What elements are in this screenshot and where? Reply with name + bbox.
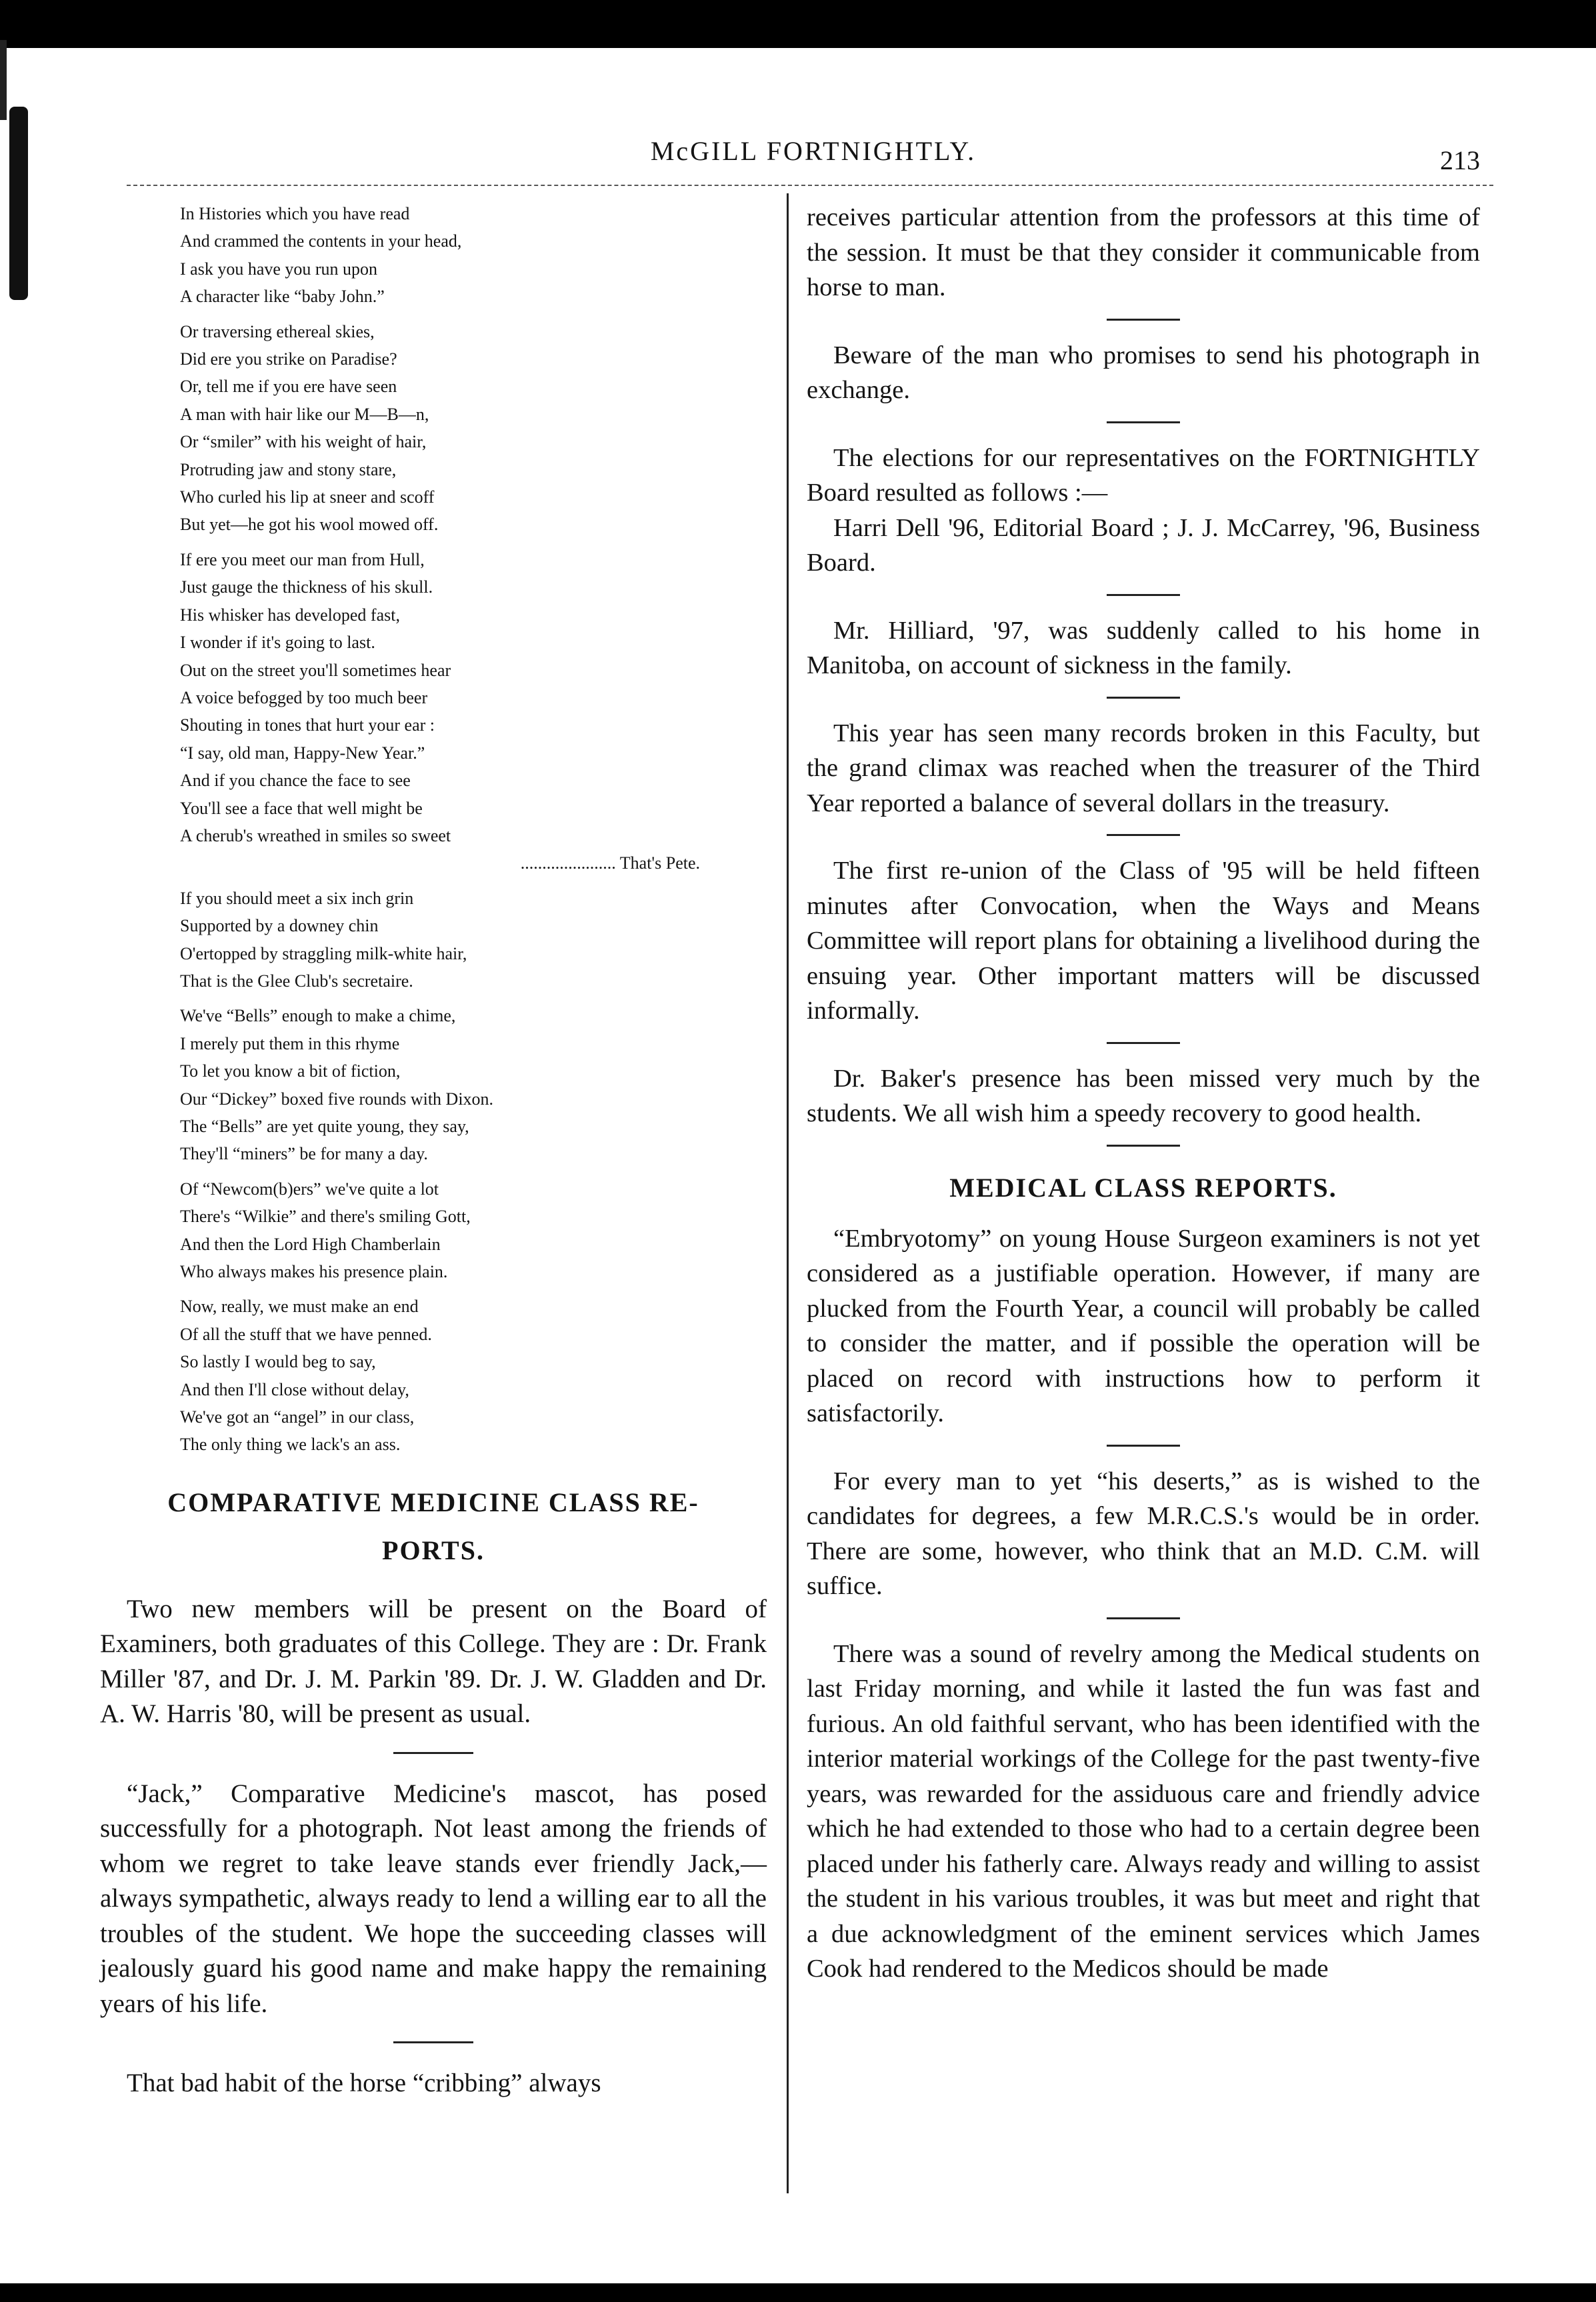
section-separator [1107,1042,1180,1044]
poem-line-pete: ...................... That's Pete. [520,853,700,873]
poem-line: To let you know a bit of fiction, [180,1061,401,1081]
section-separator [1107,319,1180,321]
poem-line: Supported by a downey chin [180,916,379,936]
section-separator [393,1752,473,1754]
poem-line: “I say, old man, Happy-New Year.” [180,743,425,763]
article-paragraph: receives particular attention from the professors at this time of the session. It must be that they consider it communicable from horse to man. [807,203,1480,301]
poem [180,200,767,1459]
header-rule [127,185,1493,186]
poem-line: O'ertopped by straggling milk-white hair, [180,943,467,963]
article-paragraph: “Embryotomy” on young House Surgeon examiners is not yet considered as a justifiable operation. However, if many are plucked from the Fourth Year, a council will probably be called to consider the matter, and if possible the operation will be placed on record with instructions how to perform it satisfactorily. [807,1224,1480,1427]
poem-line: Protruding jaw and stony stare, [180,459,397,479]
poem-line: And then I'll close without delay, [180,1379,409,1399]
article-paragraph: This year has seen many records broken in this Faculty, but the grand climax was reached when the treasurer of the Third Year reported a balance of several dollars in the treasury. [807,719,1480,817]
scan-edge-mark [0,40,7,120]
section-separator [1107,697,1180,699]
poem-line: In Histories which you have read [180,204,410,223]
section-separator [1107,594,1180,596]
poem-line: Who curled his lip at sneer and scoff [180,487,435,507]
article-paragraph: The first re-union of the Class of '95 will be held fifteen minutes after Convocation, when the Ways and Means Committee will report plans for obtaining a livelihood during the ensuing year. Other important matters will be discussed informally. [807,857,1480,1025]
section-separator [1107,834,1180,836]
poem-line: Or “smiler” with his weight of hair, [180,432,427,452]
publication-title: McGILL FORTNIGHTLY. [650,136,977,166]
section-separator [1107,1617,1180,1619]
section-separator [1107,1145,1180,1147]
poem-line: And crammed the contents in your head, [180,231,462,251]
article-paragraph: Beware of the man who promises to send his photograph in exchange. [807,341,1480,404]
poem-line: And then the Lord High Chamberlain [180,1234,441,1254]
poem-line: If you should meet a six inch grin [180,888,414,908]
poem-line: We've got an “angel” in our class, [180,1407,415,1427]
poem-line: That is the Glee Club's secretaire. [180,971,413,991]
right-column [807,200,1480,1987]
poem-line: The “Bells” are yet quite young, they say, [180,1117,469,1136]
poem-line: Of “Newcom(b)ers” we've quite a lot [180,1179,439,1199]
poem-line: A cherub's wreathed in smiles so sweet [180,825,451,845]
poem-stanza [180,1175,767,1286]
scan-binding-mark [9,107,28,300]
poem-line: Just gauge the thickness of his skull. [180,577,433,597]
article-paragraph: Mr. Hilliard, '97, was suddenly called to his home in Manitoba, on account of sickness in the family. [807,616,1480,679]
poem-stanza [180,200,767,311]
page-number: 213 [1440,145,1480,175]
poem-stanza [180,1002,767,1167]
poem-line: Who always makes his presence plain. [180,1262,448,1282]
poem-line: Or, tell me if you ere have seen [180,377,397,397]
article-paragraph: The elections for our representatives on the FORTNIGHTLY Board resulted as follows :— [807,443,1480,507]
page-header [107,130,1520,183]
article-paragraph: “Jack,” Comparative Medicine's mascot, has posed successfully for a photograph. Not least among the friends of whom we regret to take leave stands ever friendly Jack,—always sympathetic, always ready to lend a willing ear to all the troubles of the student. We hope the succeeding classes will jealously guard his good name and make happy the remaining years of his life. [100,1779,767,2018]
poem-line: But yet—he got his wool mowed off. [180,515,439,535]
poem-line: Of all the stuff that we have penned. [180,1324,432,1344]
poem-line: We've “Bells” enough to make a chime, [180,1006,456,1026]
poem-line: There's “Wilkie” and there's smiling Gott, [180,1207,471,1227]
heading-line: PORTS. [382,1535,485,1565]
article-paragraph: Two new members will be present on the Board of Examiners, both graduates of this College. They are : Dr. Frank Miller '87, and Dr. J. M. Parkin '89. Dr. J. W. Gladden and Dr. A. W. Harris '80, will be present as usual. [100,1594,767,1729]
poem-stanza [180,1293,767,1458]
section-separator [393,2041,473,2043]
article-paragraph: Dr. Baker's presence has been missed very much by the students. We all wish him a speedy recovery to good health. [807,1064,1480,1127]
article-paragraph: Harri Dell '96, Editorial Board ; J. J. McCarrey, '96, Business Board. [807,513,1480,577]
column-divider [787,193,789,2193]
article-paragraph: That bad habit of the horse “cribbing” always [127,2069,601,2098]
poem-line: They'll “miners” be for many a day. [180,1144,428,1164]
section-separator [1107,1445,1180,1447]
poem-line: I wonder if it's going to last. [180,633,375,653]
scan-top-border [0,0,1596,48]
poem-line: Did ere you strike on Paradise? [180,349,397,369]
poem-line: A character like “baby John.” [180,287,385,307]
poem-line: I ask you have you run upon [180,259,378,279]
poem-line: And if you chance the face to see [180,771,411,791]
poem-line: A voice befogged by too much beer [180,687,428,707]
comparative-medicine-heading [100,1479,767,1575]
poem-line: You'll see a face that well might be [180,798,423,818]
poem-stanza [180,546,767,877]
poem-line: Now, really, we must make an end [180,1297,419,1317]
left-column [100,200,767,2101]
poem-stanza [180,885,767,995]
heading-line: COMPARATIVE MEDICINE CLASS RE- [167,1487,699,1517]
section-separator [1107,421,1180,423]
poem-line: The only thing we lack's an ass. [180,1435,401,1455]
poem-line: A man with hair like our M—B—n, [180,404,429,424]
article-paragraph: For every man to yet “his deserts,” as is wished to the candidates for degrees, a few M.R.C.S.'s would be in order. There are some, however, who think that an M.D. C.M. will suffice. [807,1467,1480,1600]
poem-line: Shouting in tones that hurt your ear : [180,715,435,735]
scan-bottom-border [0,2283,1596,2302]
poem-line: His whisker has developed fast, [180,605,400,625]
poem-line: So lastly I would beg to say, [180,1352,376,1372]
poem-stanza [180,318,767,539]
article-paragraph: There was a sound of revelry among the Medical students on last Friday morning, and while it lasted the fun was fast and furious. An old faithful servant, who has been identified with the interior material workings of the College for the past twenty-five years, was rewarded for the assiduous care and friendly advice which he had extended to those who had to a certain degree been placed under his fatherly care. Always ready and willing to assist the student in his various troubles, it was but meet and right that a due acknowledgment of the eminent services which James Cook had rendered to the Medicos should be made [807,1639,1480,1983]
poem-line: Or traversing ethereal skies, [180,321,375,341]
poem-line: I merely put them in this rhyme [180,1033,400,1053]
poem-line: If ere you meet our man from Hull, [180,549,425,569]
poem-line: Out on the street you'll sometimes hear [180,660,451,680]
medical-class-reports-heading: MEDICAL CLASS REPORTS. [949,1172,1337,1203]
poem-line: Our “Dickey” boxed five rounds with Dixon. [180,1089,494,1109]
